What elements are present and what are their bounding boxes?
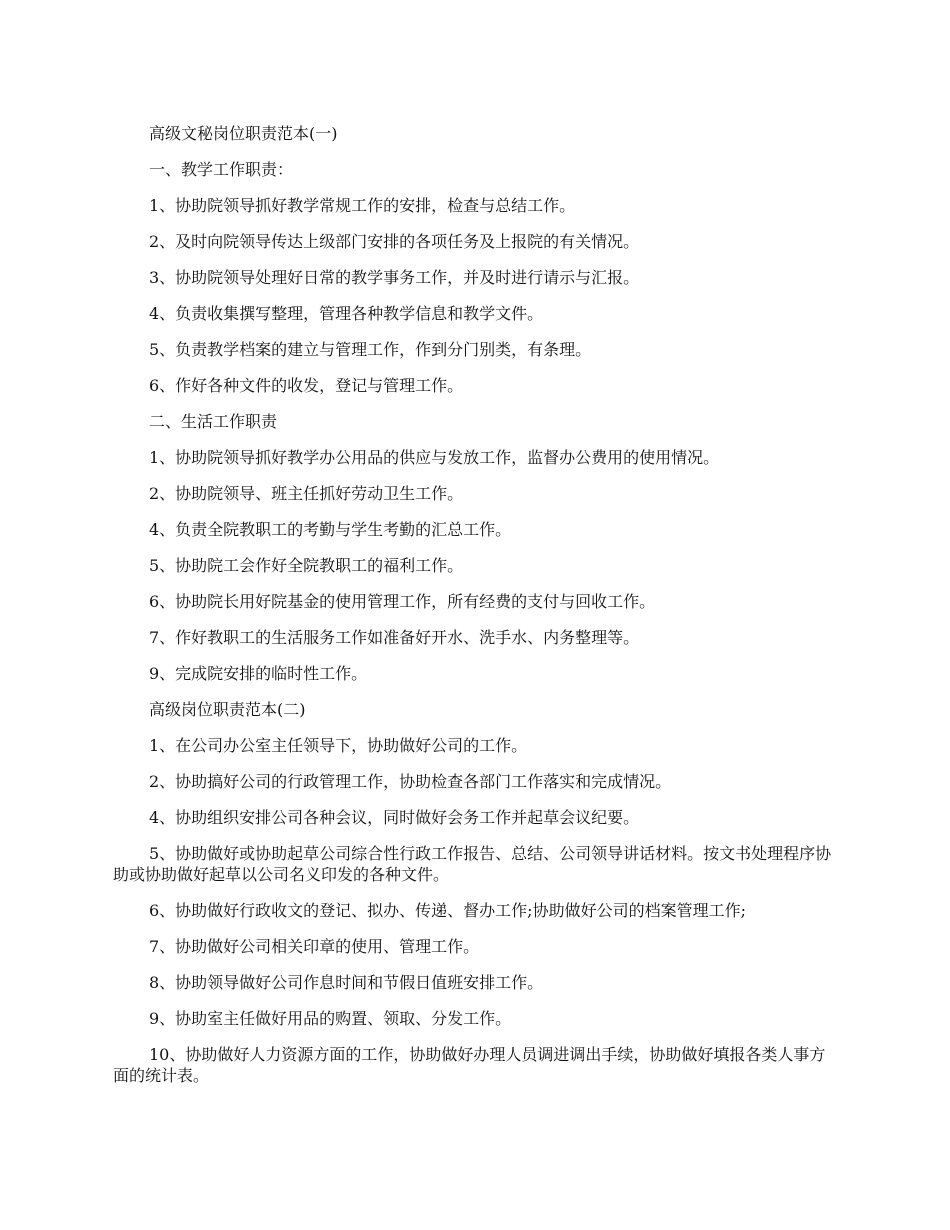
list-item: 9、协助室主任做好用品的购置、领取、分发工作。 bbox=[149, 1009, 512, 1028]
section-title: 高级文秘岗位职责范本(一) bbox=[149, 124, 338, 143]
list-item: 1、协助院领导抓好教学办公用品的供应与发放工作，监督办公费用的使用情况。 bbox=[149, 448, 720, 467]
list-item: 1、在公司办公室主任领导下，协助做好公司的工作。 bbox=[149, 736, 528, 755]
list-item: 2、协助院领导、班主任抓好劳动卫生工作。 bbox=[149, 484, 464, 503]
list-item: 4、负责全院教职工的考勤与学生考勤的汇总工作。 bbox=[149, 520, 512, 539]
list-item: 1、协助院领导抓好教学常规工作的安排，检查与总结工作。 bbox=[149, 196, 576, 215]
list-item: 3、协助院领导处理好日常的教学事务工作，并及时进行请示与汇报。 bbox=[149, 268, 640, 287]
list-item: 5、协助做好或协助起草公司综合性行政工作报告、总结、公司领导讲话材料。按文书处理程序协助或协助做好起草以公司名义印发的各种文件。 bbox=[113, 844, 832, 884]
list-item: 5、协助院工会作好全院教职工的福利工作。 bbox=[149, 556, 464, 575]
list-item: 2、协助搞好公司的行政管理工作，协助检查各部门工作落实和完成情况。 bbox=[149, 772, 672, 791]
list-item: 9、完成院安排的临时性工作。 bbox=[149, 664, 368, 683]
list-item: 6、协助院长用好院基金的使用管理工作，所有经费的支付与回收工作。 bbox=[149, 592, 656, 611]
list-item: 10、协助做好人力资源方面的工作，协助做好办理人员调进调出手续，协助做好填报各类人事方面的统计表。 bbox=[113, 1045, 826, 1085]
subsection-heading: 一、教学工作职责： bbox=[149, 160, 294, 179]
subsection-heading: 二、生活工作职责 bbox=[149, 412, 278, 431]
list-item: 8、协助领导做好公司作息时间和节假日值班安排工作。 bbox=[149, 973, 544, 992]
list-item: 2、及时向院领导传达上级部门安排的各项任务及上报院的有关情况。 bbox=[149, 232, 640, 251]
list-item: 6、协助做好行政收文的登记、拟办、传递、督办工作;协助做好公司的档案管理工作; bbox=[149, 901, 746, 920]
section-title: 高级岗位职责范本(二) bbox=[149, 700, 306, 719]
list-item: 5、负责教学档案的建立与管理工作，作到分门别类，有条理。 bbox=[149, 340, 592, 359]
list-item: 4、负责收集撰写整理，管理各种教学信息和教学文件。 bbox=[149, 304, 544, 323]
list-item: 4、协助组织安排公司各种会议，同时做好会务工作并起草会议纪要。 bbox=[149, 808, 640, 827]
list-item: 7、协助做好公司相关印章的使用、管理工作。 bbox=[149, 937, 480, 956]
list-item: 6、作好各种文件的收发，登记与管理工作。 bbox=[149, 376, 464, 395]
list-item: 7、作好教职工的生活服务工作如准备好开水、洗手水、内务整理等。 bbox=[149, 628, 640, 647]
